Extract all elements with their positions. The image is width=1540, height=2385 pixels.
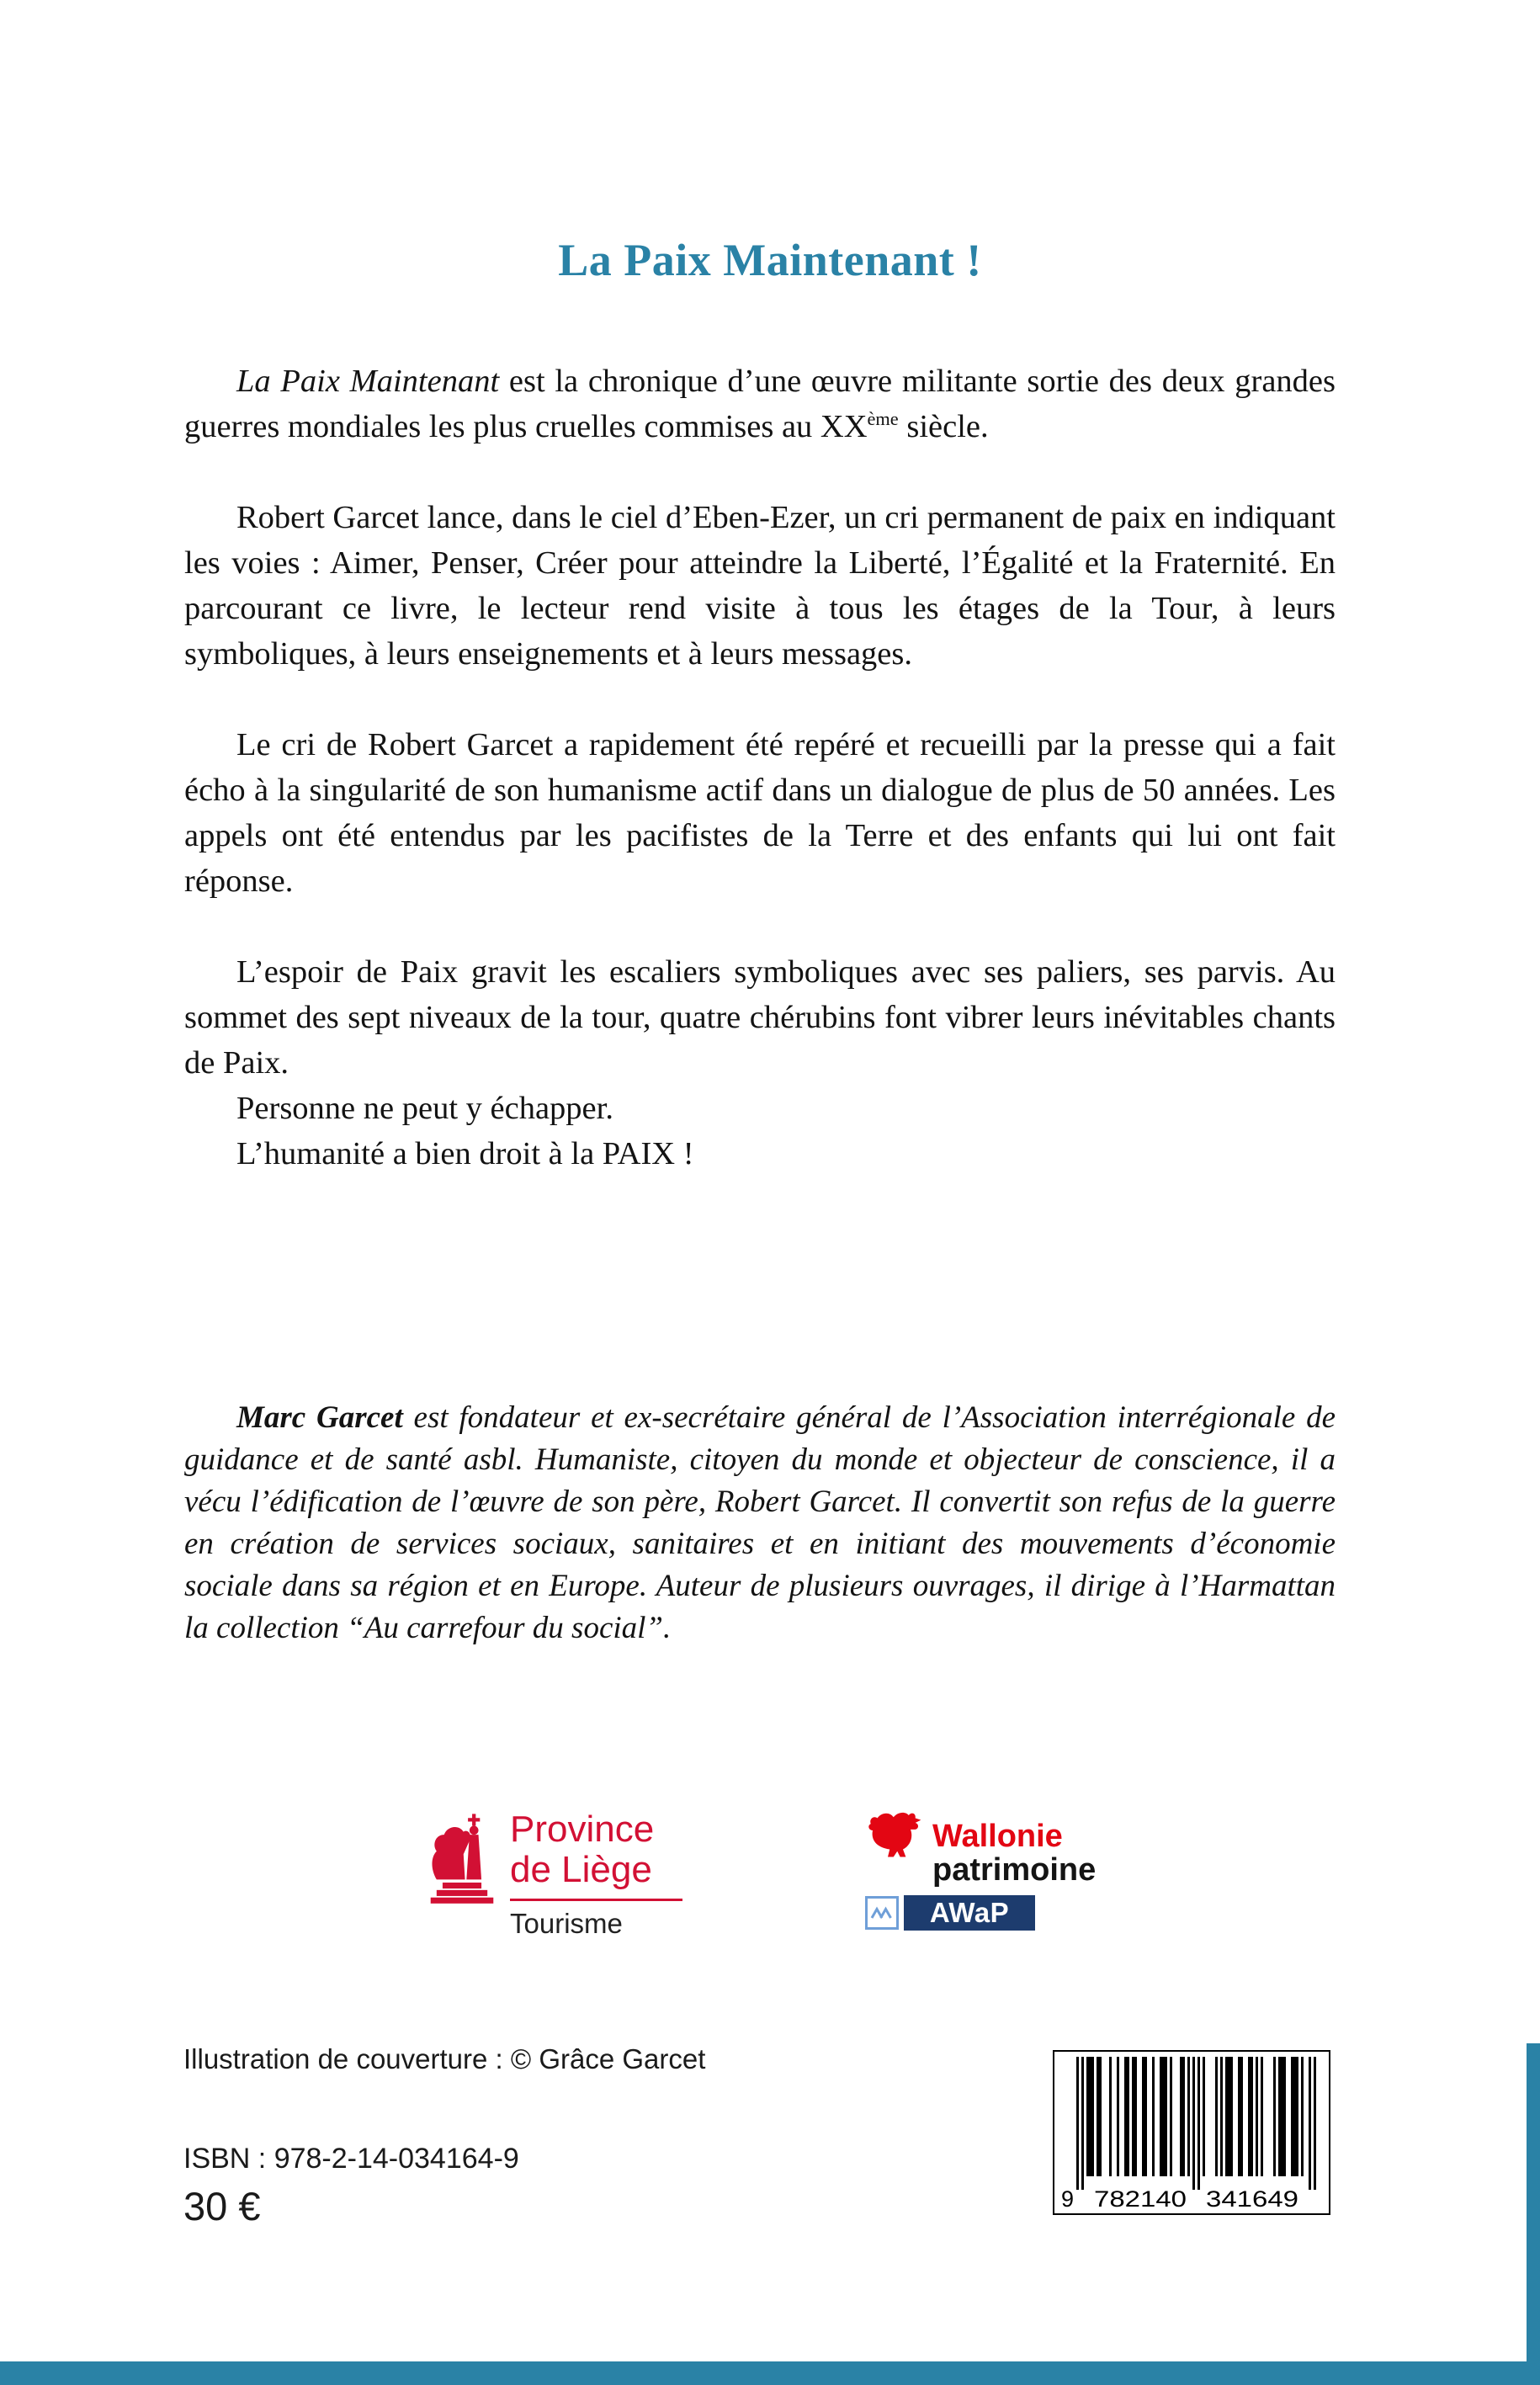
accent-strip-bottom (0, 2361, 1540, 2385)
wallonie-patrimoine-logo (865, 1809, 1096, 1931)
svg-text:341649: 341649 (1206, 2186, 1298, 2212)
synopsis-paragraph: L’espoir de Paix gravit les escaliers symboliques avec ses paliers, ses parvis. Au sommet des sept niveaux de la tour, quatre chérubins font vibrer leurs inévitables chants de Paix. (184, 954, 1336, 1081)
province-logo-line: Province (510, 1809, 655, 1850)
synopsis-paragraph: Le cri de Robert Garcet a rapidement été repéré et recueilli par la presse qui a fait écho à la singularité de son humanisme actif dans un dialogue de plus de 50 années. Les appels ont été entendus par les pacifistes de la Terre et des enfants qui lui ont fait réponse. (184, 727, 1336, 899)
province-liege-logo (427, 1809, 682, 1940)
svg-text:782140: 782140 (1094, 2186, 1187, 2212)
synopsis-paragraph: Personne ne peut y échapper. (236, 1091, 613, 1126)
province-logo-text (510, 1809, 682, 1940)
book-title: La Paix Maintenant ! (558, 235, 982, 286)
price-label: 30 € (183, 2184, 261, 2228)
author-bio (184, 1397, 1336, 1649)
synopsis-paragraph: Robert Garcet lance, dans le ciel d’Eben-Ezer, un cri permanent de paix en indiquant les voies : Aimer, Penser, Créer pour atteindre la Liberté, l’Égalité et la Fraternité. En parcourant ce livre, le lecteur rend visite à tous les étages de la Tour, à leurs symboliques, à leurs enseignements et à leurs messages. (184, 500, 1336, 672)
accent-strip-right (1527, 2043, 1540, 2385)
author-bio-paragraph: Marc Garcet est fondateur et ex-secrétaire général de l’Association interrégionale de guidance et de santé asbl. Humaniste, citoyen du monde et objecteur de conscience, il a vécu l’édification de l’œuvre de son père, Robert Garcet. Il convertit son refus de la guerre en création de services sociaux, sanitaires et en initiant des mouvements d’économie sociale dans sa région et en Europe. Auteur de plusieurs ouvrages, il dirige à l’Harmattan la collection “Au carrefour du social”. (184, 1400, 1336, 1645)
province-sector-label: Tourisme (510, 1908, 623, 1939)
wallonie-logo-text (932, 1819, 1096, 1887)
awap-mark-icon (865, 1896, 899, 1930)
walloon-rooster-icon (865, 1809, 926, 1867)
illustration-credit: Illustration de couverture : © Grâce Garcet (183, 2043, 706, 2074)
barcode (1053, 2050, 1330, 2215)
awap-badge: AWaP (904, 1895, 1035, 1931)
synopsis-paragraph: La Paix Maintenant est la chronique d’une œuvre militante sortie des deux grandes guerres mondiales les plus cruelles commises au XXème siècle. (184, 364, 1336, 444)
isbn-label: ISBN : 978-2-14-034164-9 (183, 2143, 519, 2175)
province-logo-line: de Liège (510, 1849, 652, 1890)
synopsis-paragraph: L’humanité a bien droit à la PAIX ! (236, 1136, 694, 1171)
lion-perron-icon (427, 1809, 497, 1929)
barcode-svg (1054, 2052, 1329, 2212)
svg-text:9: 9 (1061, 2186, 1075, 2212)
province-logo-rule (510, 1899, 682, 1901)
patrimoine-label: patrimoine (932, 1852, 1097, 1888)
synopsis (184, 359, 1336, 1177)
wallonie-label: Wallonie (932, 1819, 1063, 1854)
